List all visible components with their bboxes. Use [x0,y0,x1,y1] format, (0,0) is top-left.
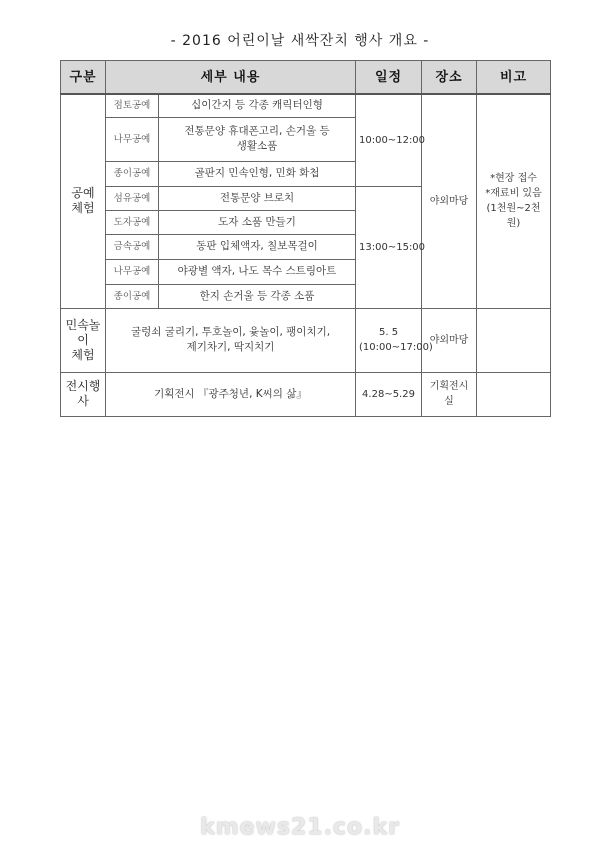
craft-detail-cell: 동판 입체액자, 칠보목걸이 [159,234,356,259]
header-detail: 세부 내용 [106,61,356,95]
craft-place-cell: 야외마당 [422,94,477,308]
craft-detail-cell: 야광별 액자, 나도 목수 스트링아트 [159,259,356,284]
event-schedule-table [60,60,551,417]
site-watermark: kmews21.co.kr [200,815,400,840]
exhibit-schedule-cell: 4.28~5.29 [356,372,422,416]
header-note: 비고 [477,61,551,95]
exhibit-detail-cell: 기획전시 『광주청년, K씨의 삶』 [106,372,356,416]
craft-schedule-am-cell: 10:00~12:00 [356,94,422,186]
document-title: - 2016 어린이날 새싹잔치 행사 개요 - [170,33,430,49]
header-place: 장소 [422,61,477,95]
craft-type-cell: 섬유공예 [106,186,159,210]
craft-detail-cell: 골판지 민속인형, 민화 화첩 [159,161,356,186]
header-category: 구분 [61,61,106,95]
header-schedule: 일정 [356,61,422,95]
craft-type-cell: 나무공예 [106,117,159,161]
folk-schedule-cell: 5. 5 (10:00~17:00) [356,308,422,372]
craft-type-cell: 금속공예 [106,234,159,259]
craft-detail-cell: 전통문양 브로치 [159,186,356,210]
table-row [61,94,551,117]
craft-category-cell: 공예 체험 [61,94,106,308]
exhibit-place-cell: 기획전시 실 [422,372,477,416]
table-header-row [61,61,551,95]
folk-detail-cell: 굴렁쇠 굴리기, 투호놀이, 윷놀이, 팽이치기, 제기차기, 딱지치기 [106,308,356,372]
exhibit-category-cell: 전시행 사 [61,372,106,416]
folk-note-cell [477,308,551,372]
table-row [61,372,551,416]
craft-type-cell: 점토공예 [106,94,159,117]
craft-type-cell: 종이공예 [106,284,159,308]
exhibit-note-cell [477,372,551,416]
folk-category-cell: 민속놀 이 체험 [61,308,106,372]
craft-type-cell: 나무공예 [106,259,159,284]
table-row [61,308,551,372]
craft-detail-cell: 십이간지 등 각종 캐릭터인형 [159,94,356,117]
craft-type-cell: 도자공예 [106,210,159,234]
craft-type-cell: 종이공예 [106,161,159,186]
craft-detail-cell: 도자 소품 만들기 [159,210,356,234]
craft-schedule-pm-cell: 13:00~15:00 [356,186,422,308]
folk-place-cell: 야외마당 [422,308,477,372]
craft-detail-cell: 전통문양 휴대폰고리, 손거울 등 생활소품 [159,117,356,161]
craft-note-cell: *현장 접수 *재료비 있음 (1천원~2천원) [477,94,551,308]
craft-detail-cell: 한지 손거울 등 각종 소품 [159,284,356,308]
